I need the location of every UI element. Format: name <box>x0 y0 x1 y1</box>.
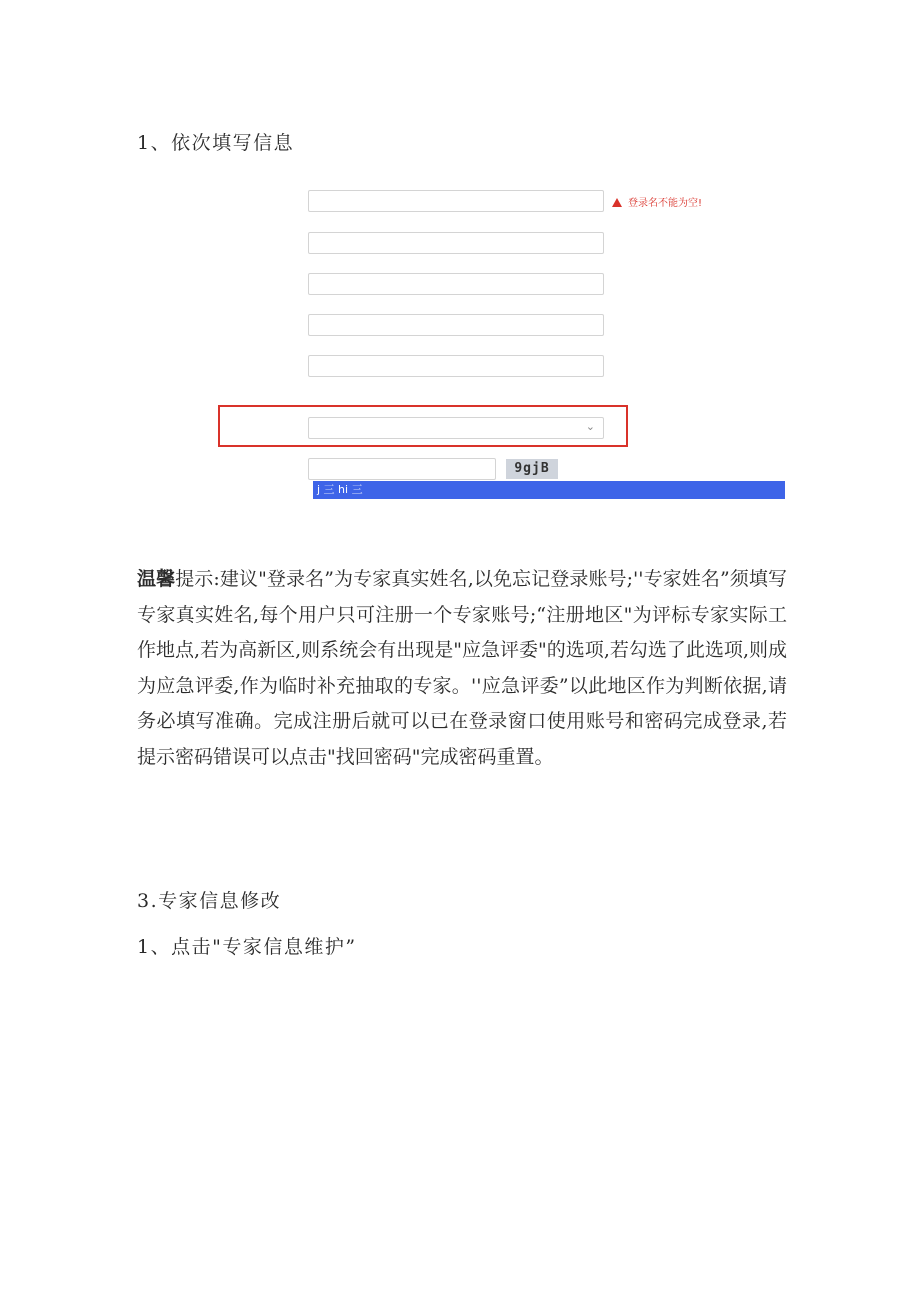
tip-paragraph <box>137 562 787 775</box>
expert-name-input[interactable] <box>308 314 604 336</box>
field-phone <box>200 355 790 379</box>
captcha-input[interactable] <box>308 458 496 480</box>
confirm-password-input[interactable] <box>308 273 604 295</box>
field-captcha <box>200 458 790 482</box>
captcha-image[interactable]: 9gjB <box>506 459 558 479</box>
field-region <box>200 417 790 441</box>
step1b-heading: 1、点击"专家信息维护” <box>137 936 357 958</box>
field-expert-name <box>200 314 790 338</box>
ime-candidate-bar: j 三 hi 三 <box>313 481 785 499</box>
field-confirm-password <box>200 273 790 297</box>
tip-prefix: 温馨 <box>137 568 176 590</box>
warning-icon <box>612 198 622 207</box>
phone-input[interactable] <box>308 355 604 377</box>
login-name-error <box>612 194 702 209</box>
login-name-error-text: 登录名不能为空! <box>628 198 703 209</box>
chevron-down-icon: ⌄ <box>585 420 595 433</box>
tip-text: 提示:建议"登录名”为专家真实姓名,以免忘记登录账号;''专家姓名”须填写专家真实姓名,每个用户只可注册一个专家账号;“注册地区"为评标专家实际工作地点,若为高新区,则系统会有出现是"应急评委"的选项,若勾选了此选项,则成为应急评委,作为临时补充抽取的专家。''应急评委”以此地区作为判断依据,请务必填写准确。完成注册后就可以已在登录窗口使用账号和密码完成登录,若提示密码错误可以点击"找回密码"完成密码重置。 <box>137 568 787 768</box>
region-select[interactable] <box>308 417 604 439</box>
login-name-input[interactable] <box>308 190 604 212</box>
step1-heading: 1、依次填写信息 <box>137 132 295 154</box>
password-input[interactable] <box>308 232 604 254</box>
section3-heading: 3.专家信息修改 <box>137 890 282 912</box>
registration-form-screenshot <box>200 180 790 500</box>
field-login-name <box>200 190 790 214</box>
field-password <box>200 232 790 256</box>
